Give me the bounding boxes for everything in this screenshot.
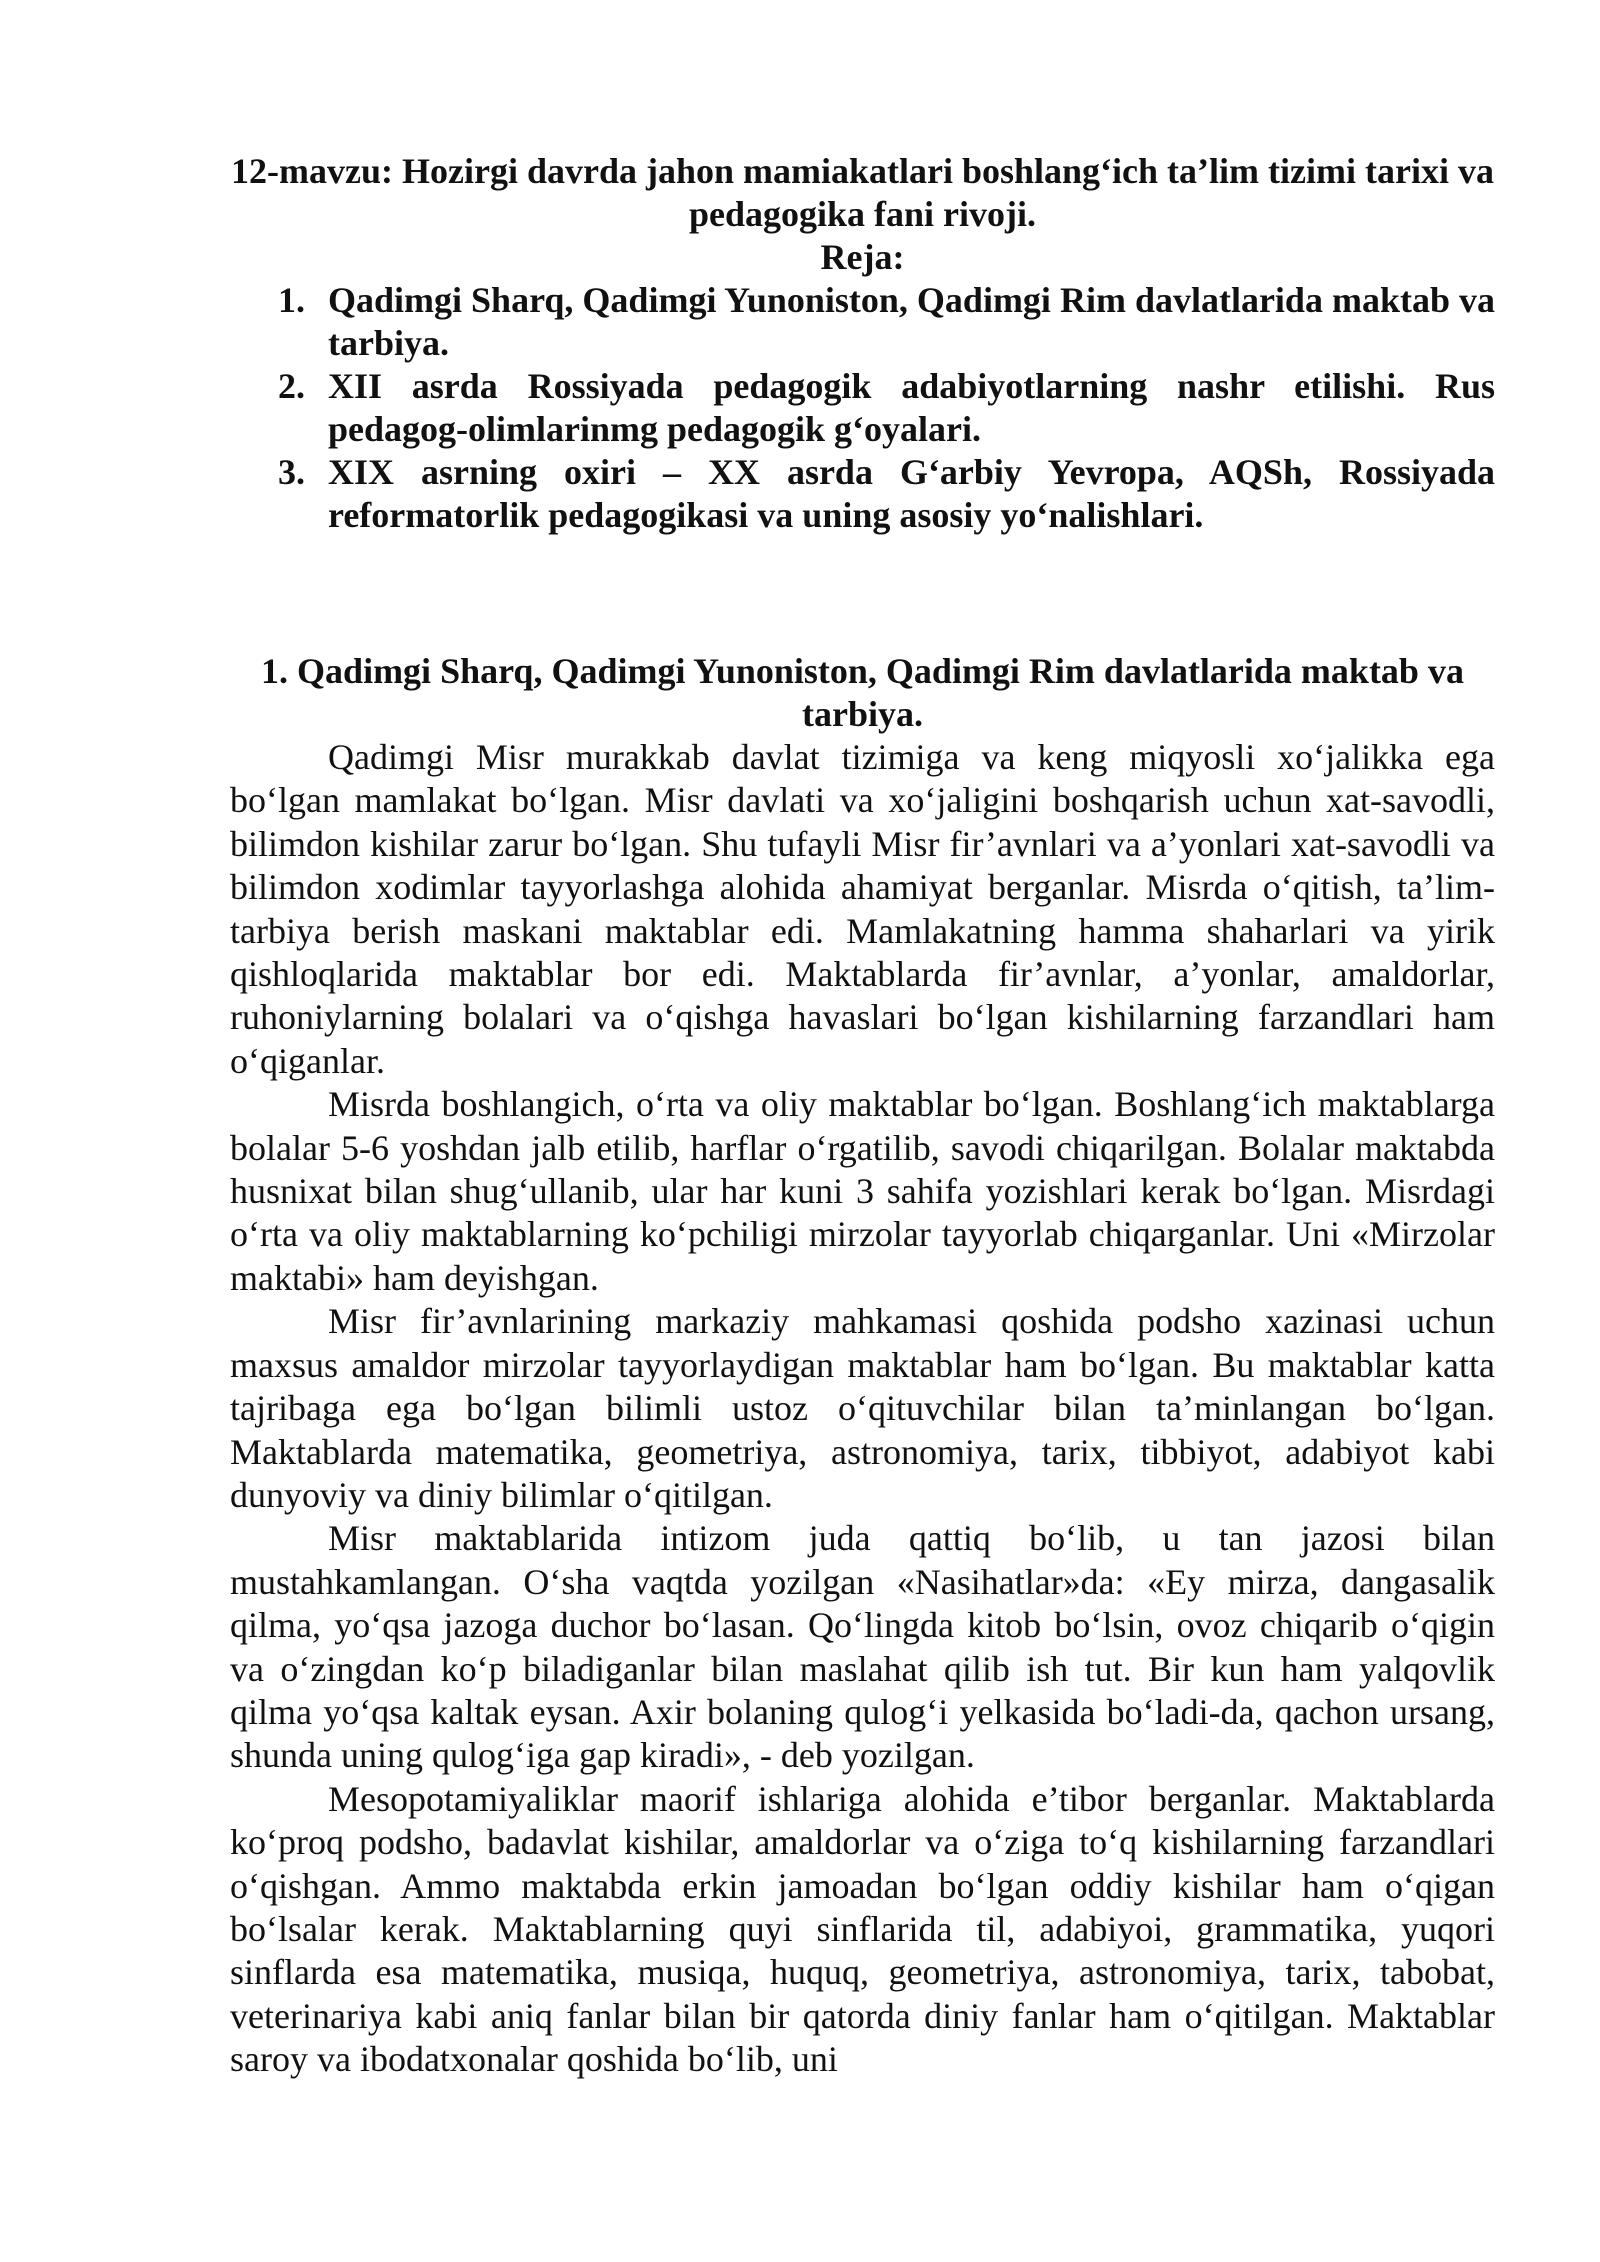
plan-heading: Reja: xyxy=(820,237,905,277)
body-paragraph: Mesopotamiyaliklar maorif ishlariga alohida e’tibor berganlar. Maktablarda ko‘proq podsho, badavlat kishilar, amaldorlar va o‘ziga to‘q kishilarning farzandlari o‘qishgan. Ammo maktabda erkin jamoadan bo‘lgan oddiy kishilar ham o‘qigan bo‘lsalar kerak. Maktablarning quyi sinflarida til, adabiyoi, grammatika, yuqori sinflarda esa matematika, musiqa, huquq, geometriya, astronomiya, tarix, tabobat, veterinariya kabi aniq fanlar bilan bir qatorda diniy fanlar ham o‘qitilgan. Maktablar saroy va ibodatxonalar qoshida bo‘lib, uni xyxy=(230,1778,1495,2080)
plan-item xyxy=(230,279,1495,365)
plan-list xyxy=(230,279,1495,537)
plan-item xyxy=(230,451,1495,537)
body-paragraph: Misr maktablarida intizom juda qattiq bo‘lib, u tan jazosi bilan mustahkamlangan. O‘sha vaqtda yozilgan «Nasihatlar»da: «Ey mirza, dangasalik qilma, yo‘qsa jazoga duchor bo‘lasan. Qo‘lingda kitob bo‘lsin, ovoz chiqarib o‘qigin va o‘zingdan ko‘p biladiganlar bilan maslahat qilib ish tut. Bir kun ham yalqovlik qilma yo‘qsa kaltak eysan. Axir bolaning qulog‘i yelkasida bo‘ladi-da, qachon ursang, shunda uning qulog‘iga gap kiradi», - deb yozilgan. xyxy=(230,1518,1495,1776)
body-paragraph: Qadimgi Misr murakkab davlat tizimiga va keng miqyosli xo‘jalikka ega bo‘lgan mamlakat bo‘lgan. Misr davlati va xo‘jaligini boshqarish uchun xat-savodli, bilimdon kishilar zarur bo‘lgan. Shu tufayli Misr fir’avnlari va a’yonlari xat-savodli va bilimdon xodimlar tayyorlashga alohida ahamiyat berganlar. Misrda o‘qitish, ta’lim-tarbiya berish maskani maktablar edi. Mamlakatning hamma shaharlari va yirik qishloqlarida maktablar bor edi. Maktablarda fir’avnlar, a’yonlar, amaldorlar, ruhoniylarning bolalari va o‘qishga havaslari bo‘lgan kishilarning farzandlari ham o‘qiganlar. xyxy=(230,737,1495,1081)
body-paragraph: Misr fir’avnlarining markaziy mahkamasi qoshida podsho xazinasi uchun maxsus amaldor mirzolar tayyorlaydigan maktablar ham bo‘lgan. Bu maktablar katta tajribaga ega bo‘lgan bilimli ustoz o‘qituvchilar bilan ta’minlangan bo‘lgan. Maktablarda matematika, geometriya, astronomiya, tarix, tibbiyot, adabiyot kabi dunyoviy va diniy bilimlar o‘qitilgan. xyxy=(230,1301,1495,1515)
body-paragraph: Misrda boshlangich, o‘rta va oliy maktablar bo‘lgan. Boshlang‘ich maktablarga bolalar 5-6 yoshdan jalb etilib, harflar o‘rgatilib, savodi chiqarilgan. Bolalar maktabda husnixat bilan shug‘ullanib, ular har kuni 3 sahifa yozishlari kerak bo‘lgan. Misrdagi o‘rta va oliy maktablarning ko‘pchiligi mirzolar tayyorlab chiqarganlar. Uni «Mirzolar maktabi» ham deyishgan. xyxy=(230,1084,1495,1298)
plan-item-number: 2. xyxy=(278,366,305,406)
section-heading: 1. Qadimgi Sharq, Qadimgi Yunoniston, Qadimgi Rim davlatlarida maktab va tarbiya. xyxy=(261,651,1464,734)
plan-item-text: XII asrda Rossiyada pedagogik adabiyotlarning nashr etilishi. Rus pedagog-olimlarinmg pedagogik g‘oyalari. xyxy=(328,366,1495,449)
document-title: 12-mavzu: Hozirgi davrda jahon mamiakatlari boshlang‘ich ta’lim tizimi tarixi va pedagogika fani rivoji. xyxy=(231,151,1494,234)
plan-item-number: 3. xyxy=(278,452,305,492)
plan-item-number: 1. xyxy=(278,280,305,320)
document-page xyxy=(230,150,1495,2082)
plan-item-text: XIX asrning oxiri – XX asrda G‘arbiy Yevropa, AQSh, Rossiyada reformatorlik pedagogikasi va uning asosiy yo‘nalishlari. xyxy=(328,452,1495,535)
plan-item xyxy=(230,365,1495,451)
plan-item-text: Qadimgi Sharq, Qadimgi Yunoniston, Qadimgi Rim davlatlarida maktab va tarbiya. xyxy=(328,280,1495,363)
